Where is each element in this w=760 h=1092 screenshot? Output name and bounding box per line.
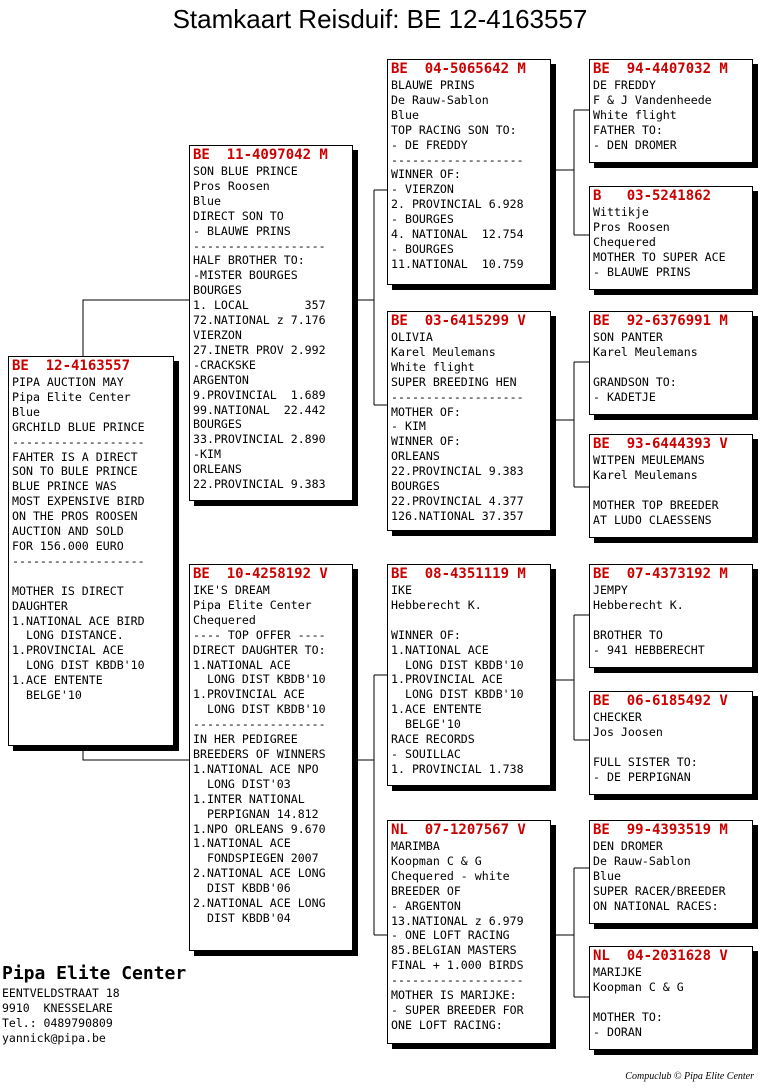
card-line: MARIMBA: [391, 839, 440, 853]
card-line: LONG DIST KBDB'10: [193, 702, 326, 717]
card-line: ORLEANS: [391, 449, 440, 464]
card-line: -KIM: [193, 447, 221, 462]
card-line: BOURGES: [391, 479, 440, 494]
ring-number: BE 03-6415299 V: [391, 313, 526, 329]
card-line: FATHER TO:: [593, 122, 663, 137]
card-line: BOURGES: [193, 417, 242, 432]
card-line: JEMPY: [593, 583, 628, 597]
card-line: -CRACKSKE: [193, 357, 256, 372]
card-line: -------------------: [12, 553, 145, 568]
card-line: BLUE PRINCE WAS: [12, 479, 117, 494]
card-line: SUPER RACER/BREEDER: [593, 883, 726, 898]
card-line: DIRECT DAUGHTER TO:: [193, 642, 326, 657]
card-line: ONE LOFT RACING:: [391, 1017, 503, 1032]
card-line: AT LUDO CLAESSENS: [593, 512, 712, 527]
ring-number: BE 11-4097042 M: [193, 147, 328, 163]
card-line: DIRECT SON TO: [193, 208, 284, 223]
card-line: 99.NATIONAL 22.442: [193, 402, 326, 417]
card-line: AUCTION AND SOLD: [12, 524, 124, 539]
card-line: SUPER BREEDING HEN: [391, 374, 517, 389]
card-line: [12, 569, 170, 584]
card-line: 126.NATIONAL 37.357: [391, 508, 524, 523]
card-line: GRANDSON TO:: [593, 374, 677, 389]
card-line: ORLEANS: [193, 462, 242, 477]
card-line: 1.PROVINCIAL ACE: [391, 672, 503, 687]
card-line: 22.PROVINCIAL 9.383: [391, 464, 524, 479]
card-line: FONDSPIEGEN 2007: [193, 851, 319, 866]
card-line: RACE RECORDS: [391, 732, 475, 747]
card-line: BOURGES: [193, 283, 242, 298]
card-line: Hebberecht K.: [391, 597, 482, 612]
card-line: 1. LOCAL 357: [193, 298, 326, 313]
card-line: Wittikje: [593, 205, 649, 219]
card-line: -------------------: [391, 152, 524, 167]
pigeon-card-sire-sire: [387, 59, 551, 285]
address-line: 9910 KNESSELARE: [2, 1001, 113, 1015]
card-line: Pipa Elite Center: [193, 597, 312, 612]
card-line: WINNER OF:: [391, 167, 461, 182]
ring-number: BE 93-6444393 V: [593, 436, 728, 452]
pigeon-card-dam-dam: [387, 820, 551, 1044]
ring-number: BE 06-6185492 V: [593, 693, 728, 709]
card-line: 1. PROVINCIAL 1.738: [391, 761, 524, 776]
card-line: -------------------: [391, 973, 524, 988]
card-line: ---- TOP OFFER ----: [193, 627, 326, 642]
card-line: DIST KBDB'04: [193, 910, 291, 925]
card-line: Pros Roosen: [593, 219, 670, 234]
card-line: MOST EXPENSIVE BIRD: [12, 494, 145, 509]
card-line: -------------------: [391, 389, 524, 404]
card-line: LONG DIST KBDB'10: [391, 657, 524, 672]
card-line: LONG DIST'03: [193, 776, 291, 791]
pigeon-card-dam-sire: [387, 564, 551, 786]
card-line: IN HER PEDIGREE: [193, 732, 298, 747]
page-title: Stamkaart Reisduif: BE 12-4163557: [172, 4, 588, 34]
ring-number: BE 08-4351119 M: [391, 566, 526, 582]
card-line: 1.NATIONAL ACE: [193, 836, 291, 851]
card-line: WITPEN MEULEMANS: [593, 453, 705, 467]
card-line: - 941 HEBBERECHT: [593, 642, 705, 657]
card-line: Blue: [593, 868, 621, 883]
card-line: Koopman C & G: [593, 979, 684, 994]
card-line: PERPIGNAN 14.812: [193, 806, 319, 821]
pigeon-card-dam-dam-dam: [589, 946, 753, 1050]
card-line: 2.NATIONAL ACE LONG: [193, 896, 326, 911]
card-line: [593, 613, 749, 628]
card-line: 27.INETR PROV 2.992: [193, 342, 326, 357]
card-line: 1.NATIONAL ACE BIRD: [12, 613, 145, 628]
card-line: MOTHER IS DIRECT: [12, 583, 124, 598]
card-line: MOTHER OF:: [391, 404, 461, 419]
card-line: BLAUWE PRINS: [391, 78, 475, 92]
card-line: Chequered - white: [391, 868, 510, 883]
card-line: LONG DISTANCE.: [12, 628, 124, 643]
pigeon-card-sire-dam: [387, 311, 551, 531]
card-line: - KADETJE: [593, 389, 656, 404]
card-line: 11.NATIONAL 10.759: [391, 256, 524, 271]
ring-number: BE 99-4393519 M: [593, 822, 728, 838]
card-line: - KIM: [391, 419, 426, 434]
card-line: Chequered: [593, 234, 656, 249]
card-line: 1.PROVINCIAL ACE: [12, 643, 124, 658]
card-line: 72.NATIONAL z 7.176: [193, 313, 326, 328]
card-line: FAHTER IS A DIRECT: [12, 449, 138, 464]
card-line: 13.NATIONAL z 6.979: [391, 913, 524, 928]
card-line: Blue: [12, 404, 40, 419]
card-line: SON TO BULE PRINCE: [12, 464, 138, 479]
card-line: BELGE'10: [12, 688, 82, 703]
card-line: Jos Joosen: [593, 724, 663, 739]
card-line: FINAL + 1.000 BIRDS: [391, 958, 524, 973]
card-line: OLIVIA: [391, 330, 433, 344]
card-line: [391, 613, 547, 628]
card-line: - BLAUWE PRINS: [193, 223, 291, 238]
card-line: DAUGHTER: [12, 598, 68, 613]
ring-number: BE 92-6376991 M: [593, 313, 728, 329]
ring-number: BE 94-4407032 M: [593, 61, 728, 77]
card-line: 22.PROVINCIAL 4.377: [391, 493, 524, 508]
card-line: 1.ACE ENTENTE: [12, 673, 103, 688]
card-line: MARIJKE: [593, 965, 642, 979]
card-line: BELGE'10: [391, 717, 461, 732]
pigeon-card-sire-dam-sire: [589, 311, 753, 415]
card-line: De Rauw-Sablon: [391, 92, 489, 107]
card-line: MOTHER IS MARIJKE:: [391, 988, 517, 1003]
pigeon-card-sire: [189, 145, 353, 501]
pigeon-card-dam-sire-sire: [589, 564, 753, 668]
card-line: -MISTER BOURGES: [193, 268, 298, 283]
card-line: - DE PERPIGNAN: [593, 769, 691, 784]
card-line: Koopman C & G: [391, 853, 482, 868]
card-line: 4. NATIONAL 12.754: [391, 227, 524, 242]
card-line: White flight: [391, 359, 475, 374]
card-line: 1.NATIONAL ACE: [193, 657, 291, 672]
card-line: - SOUILLAC: [391, 746, 461, 761]
ring-number: NL 07-1207567 V: [391, 822, 526, 838]
card-line: Blue: [391, 107, 419, 122]
card-line: GRCHILD BLUE PRINCE: [12, 419, 145, 434]
card-line: 2. PROVINCIAL 6.928: [391, 197, 524, 212]
card-line: FULL SISTER TO:: [593, 754, 698, 769]
card-line: ON THE PROS ROOSEN: [12, 509, 138, 524]
card-line: Karel Meulemans: [391, 344, 496, 359]
card-line: Hebberecht K.: [593, 597, 684, 612]
card-line: Karel Meulemans: [593, 467, 698, 482]
card-line: -------------------: [193, 717, 326, 732]
card-line: 33.PROVINCIAL 2.890: [193, 432, 326, 447]
ring-number: BE 12-4163557: [12, 358, 131, 374]
phone-line: Tel.: 0489790809: [2, 1016, 113, 1030]
card-line: 9.PROVINCIAL 1.689: [193, 387, 326, 402]
card-line: FOR 156.000 EURO: [12, 538, 124, 553]
breeder-name: Pipa Elite Center: [2, 963, 187, 984]
card-line: MOTHER TO:: [593, 1009, 663, 1024]
card-line: - BOURGES: [391, 241, 454, 256]
card-line: 1.PROVINCIAL ACE: [193, 687, 305, 702]
card-line: 1.ACE ENTENTE: [391, 702, 482, 717]
pigeon-card-sire-sire-dam: [589, 186, 753, 290]
ring-number: NL 04-2031628 V: [593, 948, 728, 964]
pigeon-card-dam: [189, 564, 353, 951]
card-line: 2.NATIONAL ACE LONG: [193, 866, 326, 881]
card-line: SON BLUE PRINCE: [193, 164, 298, 178]
card-line: ON NATIONAL RACES:: [593, 898, 719, 913]
card-line: [593, 740, 749, 755]
card-line: - DE FREDDY: [391, 137, 468, 152]
card-line: WINNER OF:: [391, 627, 461, 642]
card-line: White flight: [593, 107, 677, 122]
card-line: Blue: [193, 193, 221, 208]
card-line: LONG DIST KBDB'10: [12, 658, 145, 673]
card-line: DEN DROMER: [593, 839, 663, 853]
card-line: TOP RACING SON TO:: [391, 122, 517, 137]
pigeon-card-sire-sire-sire: [589, 59, 753, 163]
breeder-address: [2, 962, 186, 1046]
ring-number: B 03-5241862: [593, 188, 712, 204]
card-line: IKE: [391, 583, 412, 597]
card-line: DIST KBDB'06: [193, 881, 291, 896]
card-line: BREEDER OF: [391, 883, 461, 898]
pigeon-card-dam-sire-dam: [589, 691, 753, 795]
card-line: IKE'S DREAM: [193, 583, 270, 597]
card-line: PIPA AUCTION MAY: [12, 375, 124, 389]
card-line: LONG DIST KBDB'10: [193, 672, 326, 687]
card-line: BREEDERS OF WINNERS: [193, 746, 326, 761]
card-line: WINNER OF:: [391, 434, 461, 449]
card-line: VIERZON: [193, 327, 242, 342]
ring-number: BE 04-5065642 M: [391, 61, 526, 77]
card-line: Pipa Elite Center: [12, 389, 131, 404]
card-line: [593, 995, 749, 1010]
card-line: BROTHER TO: [593, 627, 663, 642]
card-line: - DORAN: [593, 1024, 642, 1039]
card-line: 85.BELGIAN MASTERS: [391, 943, 517, 958]
card-line: De Rauw-Sablon: [593, 853, 691, 868]
card-line: Karel Meulemans: [593, 344, 698, 359]
card-line: - BLAUWE PRINS: [593, 264, 691, 279]
ring-number: BE 07-4373192 M: [593, 566, 728, 582]
card-line: F & J Vandenheede: [593, 92, 712, 107]
email-line: yannick@pipa.be: [2, 1031, 106, 1045]
card-line: - ARGENTON: [391, 898, 461, 913]
address-line: EENTVELDSTRAAT 18: [2, 986, 120, 1000]
card-line: ARGENTON: [193, 372, 249, 387]
card-line: HALF BROTHER TO:: [193, 253, 305, 268]
card-line: LONG DIST KBDB'10: [391, 687, 524, 702]
card-line: DE FREDDY: [593, 78, 656, 92]
card-line: Chequered: [193, 612, 256, 627]
card-line: 1.NATIONAL ACE NPO: [193, 761, 319, 776]
card-line: - SUPER BREEDER FOR: [391, 1002, 524, 1017]
card-line: Pros Roosen: [193, 178, 270, 193]
card-line: 1.NATIONAL ACE: [391, 642, 489, 657]
card-line: - VIERZON: [391, 182, 454, 197]
card-line: SON PANTER: [593, 330, 663, 344]
card-line: [593, 483, 749, 498]
card-line: 1.INTER NATIONAL: [193, 791, 305, 806]
card-line: 22.PROVINCIAL 9.383: [193, 477, 326, 492]
pigeon-card-subject: [8, 356, 174, 746]
card-line: 1.NPO ORLEANS 9.670: [193, 821, 326, 836]
card-line: - BOURGES: [391, 212, 454, 227]
copyright-credit: Compuclub © Pipa Elite Center: [625, 1071, 754, 1082]
card-line: - ONE LOFT RACING: [391, 928, 510, 943]
card-line: -------------------: [193, 238, 326, 253]
pigeon-card-sire-dam-dam: [589, 434, 753, 538]
card-line: - DEN DROMER: [593, 137, 677, 152]
card-line: CHECKER: [593, 710, 642, 724]
card-line: MOTHER TO SUPER ACE: [593, 249, 726, 264]
card-line: [593, 360, 749, 375]
card-line: MOTHER TOP BREEDER: [593, 497, 719, 512]
ring-number: BE 10-4258192 V: [193, 566, 328, 582]
pigeon-card-dam-dam-sire: [589, 820, 753, 924]
card-line: -------------------: [12, 434, 145, 449]
